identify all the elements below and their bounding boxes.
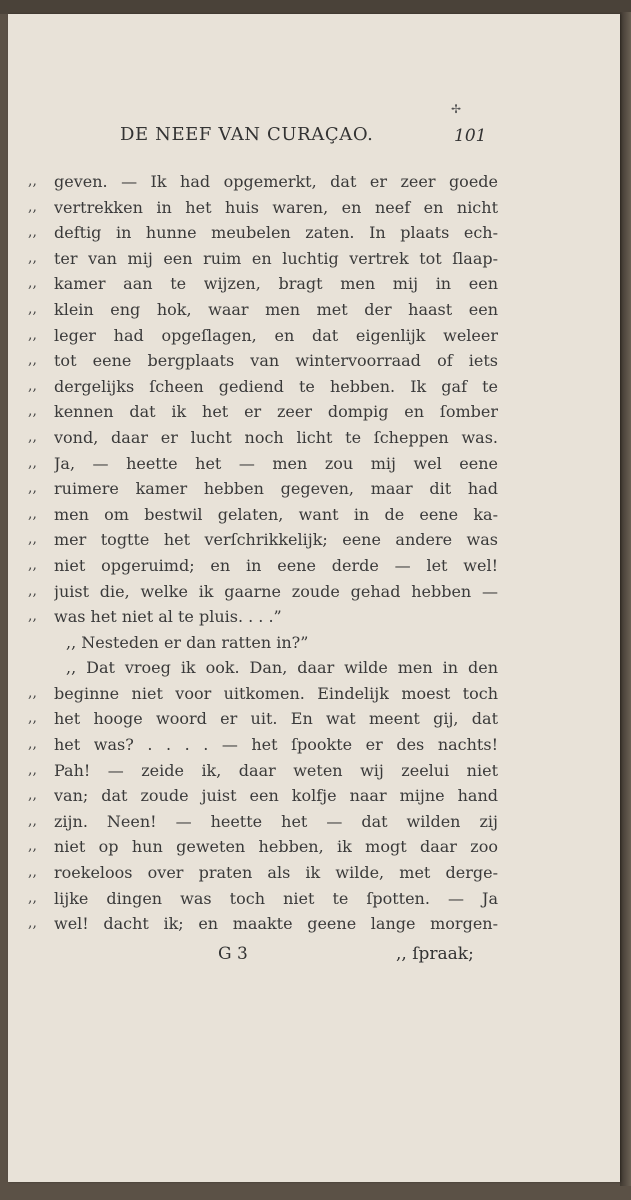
text-line [28,783,498,809]
catchword: ,, ſpraak; [396,944,474,964]
body-text [28,169,498,937]
text-line [28,476,498,502]
text-line [28,553,498,579]
quote-mark: ,, [28,352,37,369]
page-footer [8,944,620,972]
text-line [28,169,498,195]
text-line [28,323,498,349]
text-line [28,502,498,528]
line-text: kennen dat ik het er zeer dompig en ſomber [54,402,498,422]
text-line [28,630,498,656]
line-text: tot eene bergplaats van wintervoorraad of iets [54,351,498,371]
line-text: ruimere kamer hebben gegeven, maar dit had [54,479,498,499]
quote-mark: ,, [28,377,37,394]
quote-mark: ,, [28,198,37,215]
scan-background-top [0,0,631,14]
quote-mark: ,, [28,428,37,445]
quote-mark: ,, [28,403,37,420]
page-number: 101 [454,126,487,146]
quote-mark: ,, [28,531,37,548]
line-text: roekeloos over praten als ik wilde, met derge- [54,863,498,883]
text-line [28,425,498,451]
text-line [28,655,498,681]
line-text: deftig in hunne meubelen zaten. In plaats ech- [54,223,498,243]
quote-mark: ,, [28,787,37,804]
line-text: vertrekken in het huis waren, en neef en nicht [54,197,498,217]
text-line [28,604,498,630]
line-text: Pah! — zeide ik, daar weten wij zeelui niet [54,760,498,780]
line-text: wel! dacht ik; en maakte geene lange morgen- [54,914,498,934]
text-line [28,681,498,707]
text-line [28,220,498,246]
text-line [28,886,498,912]
text-line [28,860,498,886]
quote-mark: ,, [28,454,37,471]
line-text: het hooge woord er uit. En wat meent gij, dat [54,709,498,729]
quote-mark: ,, [28,812,37,829]
quote-mark: ,, [28,249,37,266]
line-text: geven. — Ik had opgemerkt, dat er zeer goede [54,172,498,191]
quote-mark: ,, [28,173,37,189]
book-page [8,14,620,1182]
quote-mark: ,, [28,684,37,701]
line-text: men om bestwil gelaten, want in de eene ka- [54,504,498,524]
line-text: klein eng hok, waar men met der haast een [54,299,498,319]
quote-mark: ,, [28,608,37,625]
quote-mark: ,, [28,838,37,855]
text-line [28,451,498,477]
quote-mark: ,, [28,326,37,343]
quote-mark [28,655,54,681]
page-header [8,124,620,154]
text-line [28,195,498,221]
line-text: mer togtte het verſchrikkelijk; eene andere was [54,530,498,550]
line-text: juist die, welke ik gaarne zoude gehad hebben — [54,581,498,601]
line-text: van; dat zoude juist een kolfje naar mijne hand [54,786,498,806]
book-edge [620,12,631,1186]
line-text: was het niet al te pluis. . . .” [54,607,282,627]
text-line [28,579,498,605]
text-line [28,809,498,835]
quote-mark: ,, [28,761,37,778]
line-text: ,, Dat vroeg ik ook. Dan, daar wilde men in den [66,658,498,678]
line-text: het was? . . . . — het ſpookte er des nachts! [54,735,498,755]
line-text: Ja, — heette het — men zou mij wel eene [54,453,498,473]
quote-mark: ,, [28,582,37,599]
line-text: vond, daar er lucht noch licht te ſcheppen was. [54,427,498,447]
line-text: beginne niet voor uitkomen. Eindelijk moest toch [54,683,498,703]
text-line [28,527,498,553]
line-text: leger had opgeſlagen, en dat eigenlijk weleer [54,325,498,345]
quote-mark [28,630,54,656]
quote-mark: ,, [28,224,37,241]
quote-mark: ,, [28,915,37,932]
quote-mark: ,, [28,710,37,727]
text-line [28,758,498,784]
line-text: kamer aan te wijzen, bragt men mij in een [54,274,498,294]
quote-mark: ,, [28,889,37,906]
quote-mark: ,, [28,556,37,573]
quote-mark: ,, [28,275,37,292]
line-text: ,, Nesteden er dan ratten in?” [66,632,309,652]
text-line [28,911,498,937]
text-line [28,348,498,374]
line-text: zijn. Neen! — heette het — dat wilden zij [54,811,498,831]
text-line [28,834,498,860]
text-line [28,271,498,297]
signature-mark: G 3 [218,944,248,964]
text-line [28,706,498,732]
text-line [28,732,498,758]
quote-mark: ,, [28,505,37,522]
running-title: DE NEEF VAN CURAÇAO. [120,124,374,145]
text-line [28,297,498,323]
line-text: dergelijks ſcheen gediend te hebben. Ik gaf te [54,376,498,396]
line-text: niet opgeruimd; en in eene derde — let wel! [54,555,498,575]
ink-mark: ✢ [451,102,462,116]
line-text: lijke dingen was toch niet te ſpotten. — Ja [54,888,498,908]
quote-mark: ,, [28,864,37,881]
text-line [28,374,498,400]
line-text: niet op hun geweten hebben, ik mogt daar zoo [54,837,498,857]
quote-mark: ,, [28,300,37,317]
quote-mark: ,, [28,736,37,753]
quote-mark: ,, [28,480,37,497]
text-line [28,399,498,425]
line-text: ter van mij een ruim en luchtig vertrek tot ſlaap- [54,248,498,268]
text-line [28,246,498,272]
